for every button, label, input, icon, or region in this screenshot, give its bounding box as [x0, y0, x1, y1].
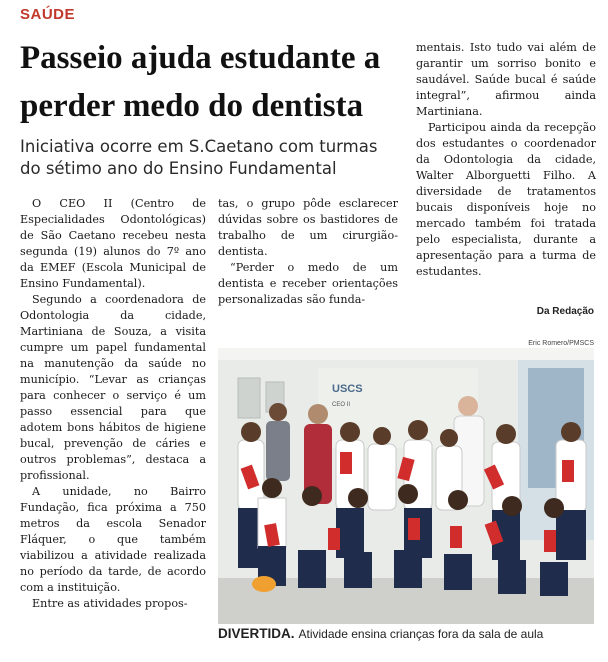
paragraph: O CEO II (Centro de Especialidades Odontológicas) de São Caetano recebeu nesta segunda (19) alunos do 7º ano da EMEF (Escola Municipal de Ensino Fundamental).	[20, 197, 206, 290]
byline: Da Redação	[536, 306, 594, 317]
paragraph: tas, o grupo pôde esclarecer dúvidas sobre os bastidores de trabalho de um cirurgião-dentista.	[218, 197, 398, 258]
headline: Passeio ajuda estudante a perder medo do dentista	[20, 40, 381, 124]
article-column-3	[416, 40, 596, 280]
paragraph: A unidade, no Bairro Fundação, fica próxima a 750 metros da escola Senador Fláquer, o que também viabilizou a atividade realizada no período da tarde, de acordo com a instituição.	[20, 485, 206, 594]
paragraph: Segundo a coordenadora de Odontologia da cidade, Martiniana de Souza, a visita cumpre um papel fundamental na manutenção da saúde no município. “Levar as crianças para conhecer o serviço é um passo essencial para que adotem bons hábitos de higiene bucal, prevenção de cáries e outros problemas”, destaca a profissional.	[20, 293, 206, 482]
paragraph: Entre as atividades propos-	[32, 597, 188, 610]
deck-subtitle: Iniciativa ocorre em S.Caetano com turmas do sétimo ano do Ensino Fundamental	[20, 137, 378, 178]
section-label: SAÚDE	[20, 6, 76, 23]
paragraph: “Perder o medo de um dentista e receber orientações personalizadas são funda-	[218, 261, 398, 306]
caption-text: Atividade ensina crianças fora da sala de aula	[298, 627, 544, 641]
photo-caption	[218, 626, 598, 641]
wall-sign-small: CEO II	[332, 402, 351, 408]
photo-credit: Eric Romero/PMSCS	[528, 340, 594, 347]
wall-sign: USCS	[332, 383, 363, 395]
article-column-2	[218, 196, 398, 308]
article-column-1	[20, 196, 206, 612]
paragraph: Participou ainda da recepção dos estudantes o coordenador da Odontologia da cidade, Walter Alborguetti Filho. A diversidade de tratamentos bucais disponíveis hoje no mercado também foi tratada pelo especialista, durante a apresentação para a turma de estudantes.	[416, 121, 596, 278]
group-photo-illustration	[218, 348, 594, 624]
caption-kicker: DIVERTIDA.	[218, 626, 295, 641]
paragraph: mentais. Isto tudo vai além de garantir um sorriso bonito e saudável. Saúde bucal é saúde integral”, afirmou ainda Martiniana.	[416, 41, 596, 118]
group-photo	[218, 348, 594, 624]
